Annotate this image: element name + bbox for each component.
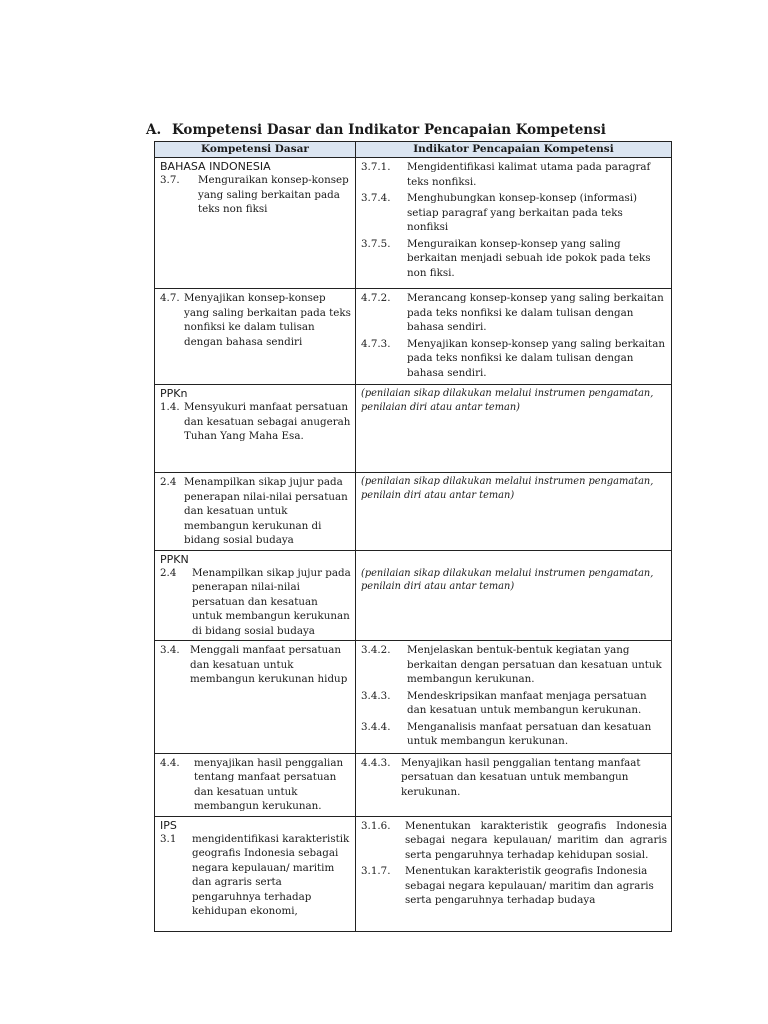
kd-entry	[160, 643, 351, 687]
kd-text: Menguraikan konsep-konsep yang saling berkaitan pada teks non fiksi	[198, 174, 349, 215]
kd-text: Menyajikan konsep-konsep yang saling berkaitan pada teks nonfiksi ke dalam tulisan dengan bahasa sendiri	[184, 292, 351, 348]
table-row	[155, 385, 672, 473]
indicator-text: Menjelaskan bentuk-bentuk kegiatan yang berkaitan dengan persatuan dan kesatuan untuk membangun kerukunan.	[407, 644, 662, 685]
indicator-item	[361, 643, 667, 687]
indicator-text: Menghubungkan konsep-konsep (informasi) setiap paragraf yang berkaitan pada teks nonfiksi	[407, 192, 638, 233]
indicator-text: Menyajikan konsep-konsep yang saling berkaitan pada teks nonfiksi ke dalam tulisan dengan bahasa sendiri.	[407, 337, 665, 379]
indicator-item	[361, 720, 667, 749]
indicator-item	[361, 191, 667, 235]
kd-entry	[160, 291, 351, 349]
indicator-item	[361, 864, 667, 908]
indicator-text: Menentukan karakteristik geografis Indonesia sebagai negara kepulauan/ maritim dan agraris serta pengaruhnya terhadap budaya	[405, 865, 654, 906]
indicator-item	[361, 337, 667, 381]
indicator-number: 3.4.2.	[361, 644, 391, 656]
table-row	[155, 289, 672, 385]
indicator-number: 3.4.3.	[361, 689, 391, 702]
kd-number: 2.4	[160, 566, 177, 579]
indicator-item	[361, 160, 667, 189]
kd-text: Menampilkan sikap jujur pada penerapan nilai-nilai persatuan dan kesatuan untuk membangun kerukunan di bidang sosial budaya	[184, 476, 348, 546]
subject-label: PPKn	[160, 387, 188, 400]
indicator-number: 4.7.2.	[361, 292, 391, 304]
kd-number: 3.1	[160, 832, 177, 845]
indicator-text: Menyajikan hasil penggalian tentang manfaat persatuan dan kesatuan untuk membangun kerukunan.	[401, 756, 641, 798]
kd-text: menyajikan hasil penggalian tentang manfaat persatuan dan kesatuan untuk membangun kerukunan.	[194, 756, 344, 812]
subject-label: IPS	[160, 818, 177, 832]
indicator-item	[361, 819, 667, 863]
indicator-number: 3.7.4.	[361, 192, 391, 204]
kd-cell	[155, 550, 356, 641]
kd-cell	[155, 641, 356, 754]
kd-number: 1.4.	[160, 401, 180, 413]
kd-entry	[160, 475, 351, 548]
indicator-text: Menentukan karakteristik geografis Indonesia sebagai negara kepulauan/ maritim dan agraris serta pengaruhnya terhadap kehidupan sosial.	[405, 819, 667, 861]
indicator-cell	[356, 158, 672, 289]
indicator-number: 3.4.4.	[361, 720, 391, 733]
indicator-cell	[356, 550, 672, 641]
indicator-cell	[356, 289, 672, 385]
section-heading	[146, 122, 706, 138]
indicator-cell	[356, 473, 672, 551]
table-row	[155, 753, 672, 816]
kd-cell	[155, 816, 356, 931]
table-row	[155, 641, 672, 754]
indicator-text: Menguraikan konsep-konsep yang saling berkaitan menjadi sebuah ide pokok pada teks non fiksi.	[407, 237, 651, 279]
kd-text: Mensyukuri manfaat persatuan dan kesatuan sebagai anugerah Tuhan Yang Maha Esa.	[184, 401, 351, 442]
kd-cell	[155, 753, 356, 816]
kd-number: 4.7.	[160, 292, 180, 304]
kd-entry	[160, 566, 351, 639]
kd-number: 4.4.	[160, 756, 180, 769]
kd-entry	[160, 756, 351, 814]
indicator-number: 4.4.3.	[361, 756, 391, 769]
indicator-item	[361, 756, 667, 800]
indicator-text: Menganalisis manfaat persatuan dan kesatuan untuk membangun kerukunan.	[407, 720, 652, 747]
section-number: A.	[146, 122, 162, 138]
indicator-item	[361, 689, 667, 718]
kd-number: 3.4.	[160, 644, 180, 656]
indicator-text: Mengidentifikasi kalimat utama pada paragraf teks nonfiksi.	[407, 161, 651, 188]
assessment-note: (penilaian sikap dilakukan melalui instrumen pengamatan, penilain diri atau antar teman)	[361, 476, 654, 501]
kd-entry	[160, 400, 351, 444]
table-row	[155, 550, 672, 641]
indicator-text: Mendeskripsikan manfaat menjaga persatuan dan kesatuan untuk membangun kerukunan.	[407, 689, 647, 716]
kd-entry	[160, 832, 351, 919]
indicator-text: Merancang konsep-konsep yang saling berkaitan pada teks nonfiksi ke dalam tulisan dengan bahasa sendiri.	[407, 292, 664, 333]
indicator-item	[361, 237, 667, 281]
kd-text: mengidentifikasi karakteristik geografis Indonesia sebagai negara kepulauan/ maritim dan agraris serta pengaruhnya terhadap kehidupan ekonomi,	[192, 832, 350, 917]
kd-number: 3.7.	[160, 174, 180, 186]
assessment-note: (penilaian sikap dilakukan melalui instrumen pengamatan, penilain diri atau antar teman)	[361, 567, 654, 592]
indicator-item	[361, 291, 667, 335]
indicator-cell	[356, 641, 672, 754]
indicator-number: 4.7.3.	[361, 337, 391, 350]
subject-label: PPKN	[160, 552, 189, 566]
kd-number: 2.4	[160, 476, 177, 488]
kd-text: Menampilkan sikap jujur pada penerapan nilai-nilai persatuan dan kesatuan untuk membangun kerukunan di bidang sosial budaya	[192, 566, 351, 637]
indicator-number: 3.1.7.	[361, 865, 391, 877]
table-row	[155, 816, 672, 931]
kd-cell	[155, 385, 356, 473]
header-indikator: Indikator Pencapaian Kompetensi	[356, 142, 672, 158]
table-row	[155, 473, 672, 551]
indicator-cell	[356, 753, 672, 816]
indicator-cell	[356, 816, 672, 931]
header-kompetensi-dasar: Kompetensi Dasar	[155, 142, 356, 158]
indicator-cell	[356, 385, 672, 473]
table-row	[155, 158, 672, 289]
kd-cell	[155, 289, 356, 385]
competency-table	[154, 141, 672, 932]
kd-cell	[155, 473, 356, 551]
kd-text: Menggali manfaat persatuan dan kesatuan untuk membangun kerukunan hidup	[190, 644, 348, 685]
indicator-number: 3.7.5.	[361, 237, 391, 250]
table-header-row	[155, 142, 672, 158]
section-title: Kompetensi Dasar dan Indikator Pencapaian Kompetensi	[172, 122, 606, 138]
indicator-number: 3.7.1.	[361, 161, 391, 173]
subject-label: BAHASA INDONESIA	[160, 160, 271, 173]
kd-cell	[155, 158, 356, 289]
kd-entry	[160, 173, 351, 217]
assessment-note: (penilaian sikap dilakukan melalui instrumen pengamatan, penilaian diri atau antar teman)	[361, 388, 654, 413]
indicator-number: 3.1.6.	[361, 819, 391, 832]
